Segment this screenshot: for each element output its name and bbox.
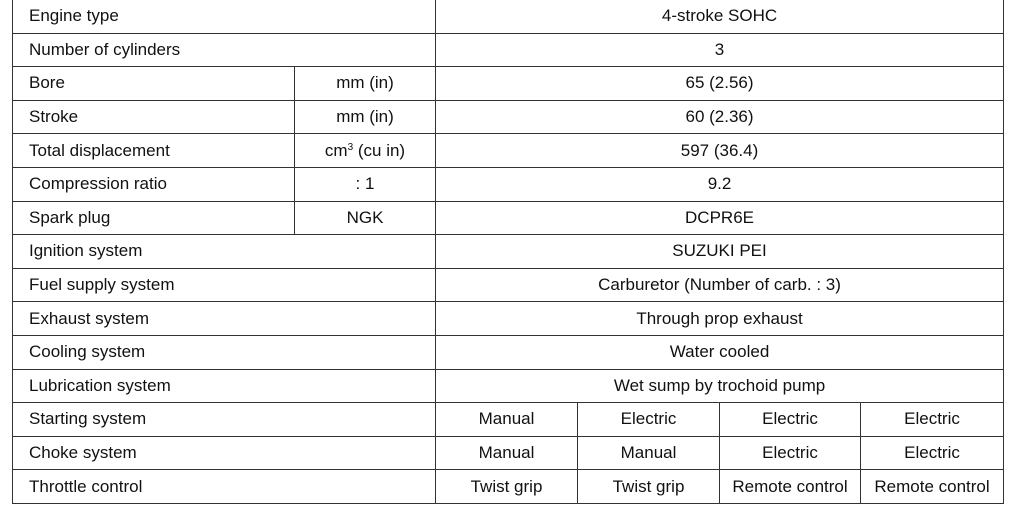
row-label: Engine type: [13, 0, 436, 33]
table-row: [13, 67, 1004, 101]
model-value: Electric: [861, 436, 1004, 470]
row-label: Number of cylinders: [13, 33, 436, 67]
table-row: [13, 201, 1004, 235]
table-row: [13, 369, 1004, 403]
model-value: Remote control: [720, 470, 861, 504]
row-value: 597 (36.4): [436, 134, 1004, 168]
row-value: 3: [436, 33, 1004, 67]
model-value: Electric: [720, 436, 861, 470]
row-value: 65 (2.56): [436, 67, 1004, 101]
table-row: [13, 470, 1004, 504]
table-row: [13, 403, 1004, 437]
engine-spec-table: [12, 0, 1004, 504]
table-row: [13, 0, 1004, 33]
table-row: [13, 235, 1004, 269]
row-unit: mm (in): [295, 67, 436, 101]
row-unit: : 1: [295, 167, 436, 201]
unit-base: cm: [324, 140, 348, 160]
row-label: Total displacement: [13, 134, 295, 168]
table-row: [13, 268, 1004, 302]
row-value: 4-stroke SOHC: [436, 0, 1004, 33]
row-value: Carburetor (Number of carb. : 3): [436, 268, 1004, 302]
model-value: Manual: [578, 436, 720, 470]
row-value: Through prop exhaust: [436, 302, 1004, 336]
model-value: Manual: [436, 403, 578, 437]
model-value: Electric: [861, 403, 1004, 437]
table-row: [13, 335, 1004, 369]
table-row: [13, 167, 1004, 201]
model-value: Electric: [578, 403, 720, 437]
table-row: [13, 134, 1004, 168]
row-value: SUZUKI PEI: [436, 235, 1004, 269]
row-unit: [295, 134, 436, 168]
model-value: Remote control: [861, 470, 1004, 504]
row-label: Choke system: [13, 436, 436, 470]
row-value: Wet sump by trochoid pump: [436, 369, 1004, 403]
row-label: Fuel supply system: [13, 268, 436, 302]
unit-rest: (cu in): [353, 140, 406, 160]
row-label: Compression ratio: [13, 167, 295, 201]
row-label: Lubrication system: [13, 369, 436, 403]
row-label: Throttle control: [13, 470, 436, 504]
model-value: Manual: [436, 436, 578, 470]
row-value: 9.2: [436, 167, 1004, 201]
model-value: Twist grip: [436, 470, 578, 504]
row-label: Exhaust system: [13, 302, 436, 336]
table-row: [13, 302, 1004, 336]
table-row: [13, 100, 1004, 134]
row-unit: NGK: [295, 201, 436, 235]
row-value: DCPR6E: [436, 201, 1004, 235]
model-value: Twist grip: [578, 470, 720, 504]
row-unit: mm (in): [295, 100, 436, 134]
row-label: Spark plug: [13, 201, 295, 235]
row-label: Stroke: [13, 100, 295, 134]
row-value: Water cooled: [436, 335, 1004, 369]
unit-superscript: 3: [347, 141, 354, 153]
row-label: Cooling system: [13, 335, 436, 369]
row-value: 60 (2.36): [436, 100, 1004, 134]
row-label: Starting system: [13, 403, 436, 437]
model-value: Electric: [720, 403, 861, 437]
row-label: Bore: [13, 67, 295, 101]
table-row: [13, 33, 1004, 67]
row-label: Ignition system: [13, 235, 436, 269]
table-row: [13, 436, 1004, 470]
